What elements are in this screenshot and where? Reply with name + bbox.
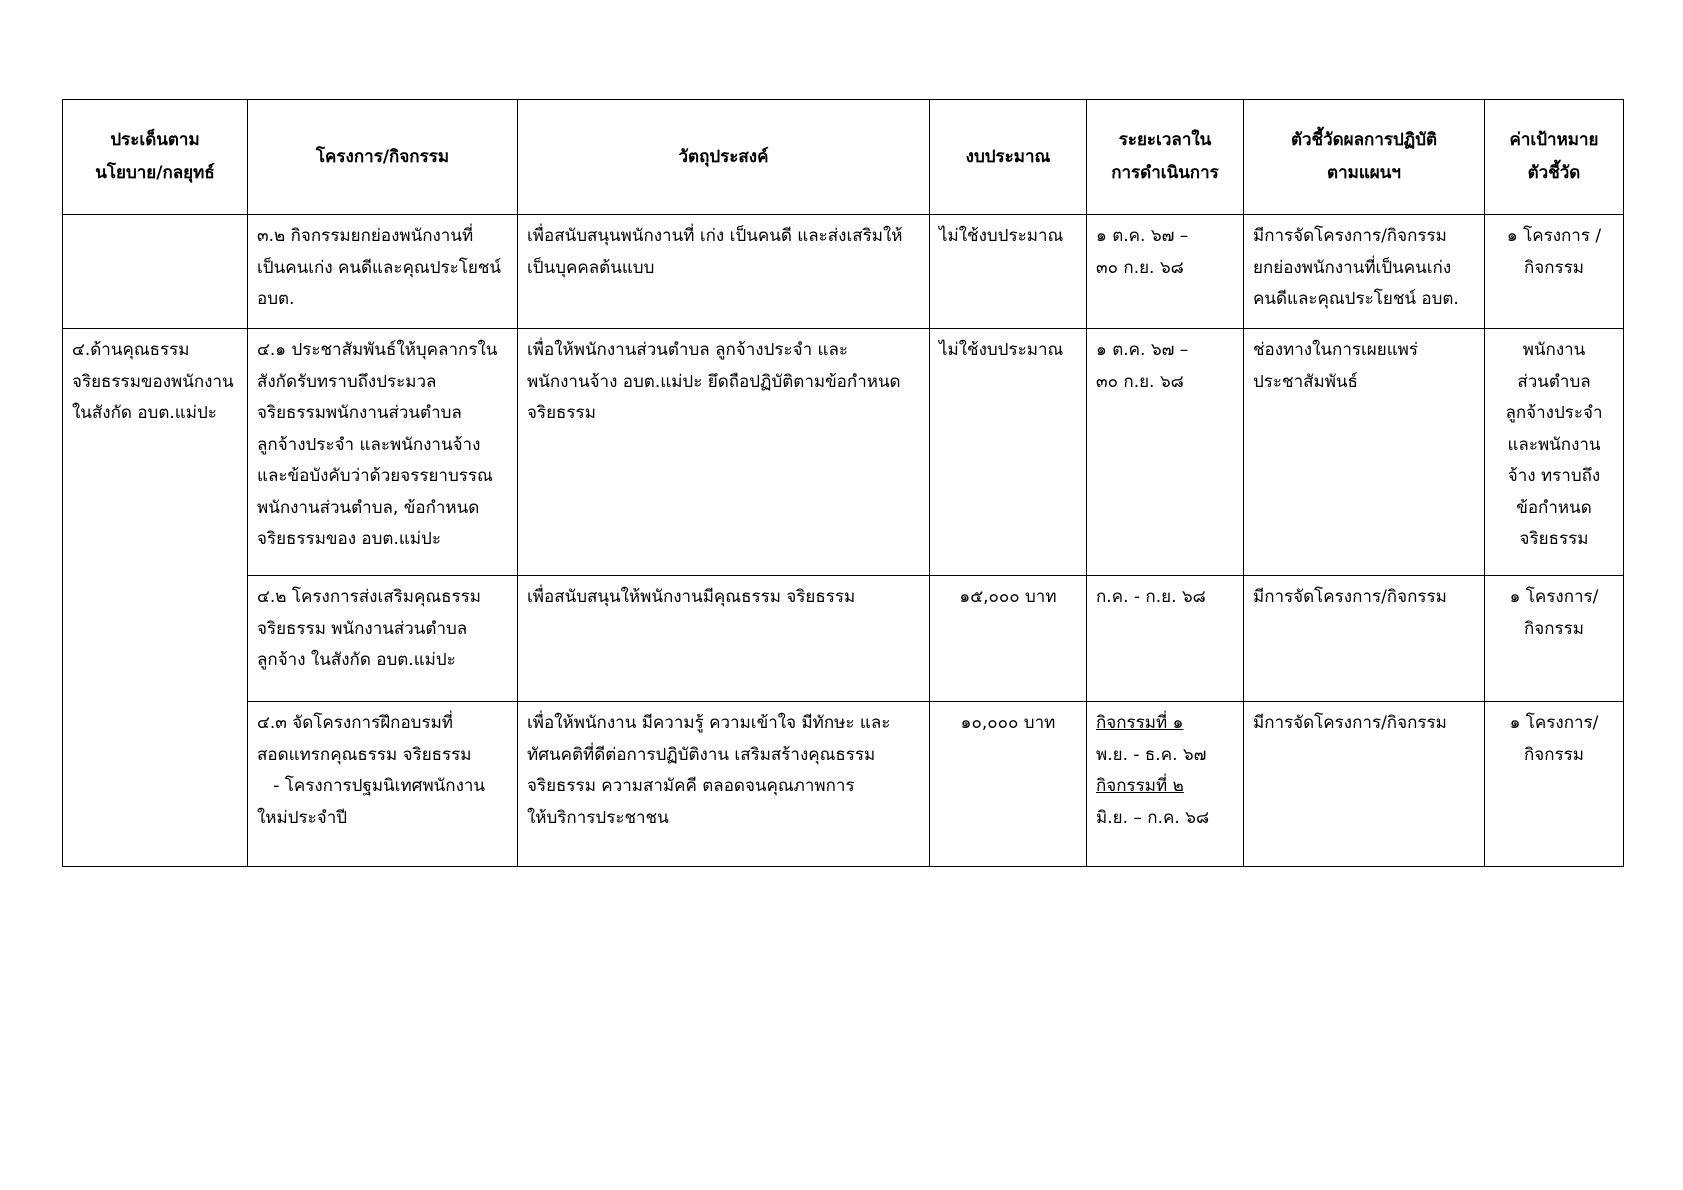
- header-period: ระยะเวลาใน การดำเนินการ: [1087, 100, 1244, 215]
- activity-cell: ๔.๒ โครงการส่งเสริมคุณธรรม จริยธรรม พนักงานส่วนตำบล ลูกจ้าง ในสังกัด อบต.แม่ปะ: [248, 576, 518, 702]
- objective-cell: เพื่อสนับสนุนให้พนักงานมีคุณธรรม จริยธรรม: [518, 576, 930, 702]
- activity-cell: ๔.๓ จัดโครงการฝึกอบรมที่ สอดแทรกคุณธรรม จริยธรรม - โครงการปฐมนิเทศพนักงาน ใหม่ประจำปี: [248, 702, 518, 867]
- target-cell: ๑ โครงการ/ กิจกรรม: [1485, 576, 1624, 702]
- table-header-row: [63, 100, 1624, 215]
- header-budget: งบประมาณ: [930, 100, 1087, 215]
- table-row: [63, 576, 1624, 702]
- budget-cell: ไม่ใช้งบประมาณ: [930, 215, 1087, 329]
- target-cell: พนักงาน ส่วนตำบล ลูกจ้างประจำ และพนักงาน จ้าง ทราบถึง ข้อกำหนด จริยธรรม: [1485, 329, 1624, 576]
- table-row: [63, 329, 1624, 576]
- activity-cell: ๔.๑ ประชาสัมพันธ์ให้บุคลากรใน สังกัดรับทราบถึงประมวล จริยธรรมพนักงานส่วนตำบล ลูกจ้างประจำ และพนักงานจ้าง และข้อบังคับว่าด้วยจรรยาบรรณ พนักงานส่วนตำบล, ข้อกำหนด จริยธรรมของ อบต.แม่ปะ: [248, 329, 518, 576]
- header-policy: ประเด็นตาม นโยบาย/กลยุทธ์: [63, 100, 248, 215]
- indicator-cell: ช่องทางในการเผยแพร่ ประชาสัมพันธ์: [1244, 329, 1485, 576]
- period-item-range: มิ.ย. – ก.ค. ๖๘: [1096, 807, 1210, 828]
- budget-cell: ๑๐,๐๐๐ บาท: [930, 702, 1087, 867]
- strategy-plan-table: [62, 99, 1624, 867]
- objective-cell: เพื่อสนับสนุนพนักงานที่ เก่ง เป็นคนดี และส่งเสริมให้ เป็นบุคคลต้นแบบ: [518, 215, 930, 329]
- table-row: [63, 702, 1624, 867]
- objective-cell: เพื่อให้พนักงาน มีความรู้ ความเข้าใจ มีทักษะ และ ทัศนคติที่ดีต่อการปฏิบัติงาน เสริมสร้างคุณธรรม จริยธรรม ความสามัคคี ตลอดจนคุณภาพการ ให้บริการประชาชน: [518, 702, 930, 867]
- policy-cell: ๔.ด้านคุณธรรม จริยธรรมของพนักงาน ในสังกัด อบต.แม่ปะ: [63, 329, 248, 867]
- indicator-cell: มีการจัดโครงการ/กิจกรรม ยกย่องพนักงานที่เป็นคนเก่ง คนดีและคุณประโยชน์ อบต.: [1244, 215, 1485, 329]
- table-row: [63, 215, 1624, 329]
- activity-cell: ๓.๒ กิจกรรมยกย่องพนักงานที่ เป็นคนเก่ง คนดีและคุณประโยชน์ อบต.: [248, 215, 518, 329]
- header-activity: โครงการ/กิจกรรม: [248, 100, 518, 215]
- header-target: ค่าเป้าหมาย ตัวชี้วัด: [1485, 100, 1624, 215]
- period-item-range: พ.ย. - ธ.ค. ๖๗: [1096, 744, 1207, 765]
- policy-cell: [63, 215, 248, 329]
- period-item-label: กิจกรรมที่ ๑: [1096, 713, 1184, 733]
- target-cell: ๑ โครงการ/ กิจกรรม: [1485, 702, 1624, 867]
- objective-cell: เพื่อให้พนักงานส่วนตำบล ลูกจ้างประจำ และ พนักงานจ้าง อบต.แม่ปะ ยึดถือปฏิบัติตามข้อกำหนด จริยธรรม: [518, 329, 930, 576]
- indicator-cell: มีการจัดโครงการ/กิจกรรม: [1244, 576, 1485, 702]
- period-cell: ๑ ต.ค. ๖๗ – ๓๐ ก.ย. ๖๘: [1087, 329, 1244, 576]
- period-item-label: กิจกรรมที่ ๒: [1096, 776, 1184, 796]
- period-cell: ก.ค. - ก.ย. ๖๘: [1087, 576, 1244, 702]
- header-indicator: ตัวชี้วัดผลการปฏิบัติ ตามแผนฯ: [1244, 100, 1485, 215]
- target-cell: ๑ โครงการ / กิจกรรม: [1485, 215, 1624, 329]
- period-cell: [1087, 702, 1244, 867]
- budget-cell: ไม่ใช้งบประมาณ: [930, 329, 1087, 576]
- header-objective: วัตถุประสงค์: [518, 100, 930, 215]
- budget-cell: ๑๕,๐๐๐ บาท: [930, 576, 1087, 702]
- indicator-cell: มีการจัดโครงการ/กิจกรรม: [1244, 702, 1485, 867]
- period-cell: ๑ ต.ค. ๖๗ – ๓๐ ก.ย. ๖๘: [1087, 215, 1244, 329]
